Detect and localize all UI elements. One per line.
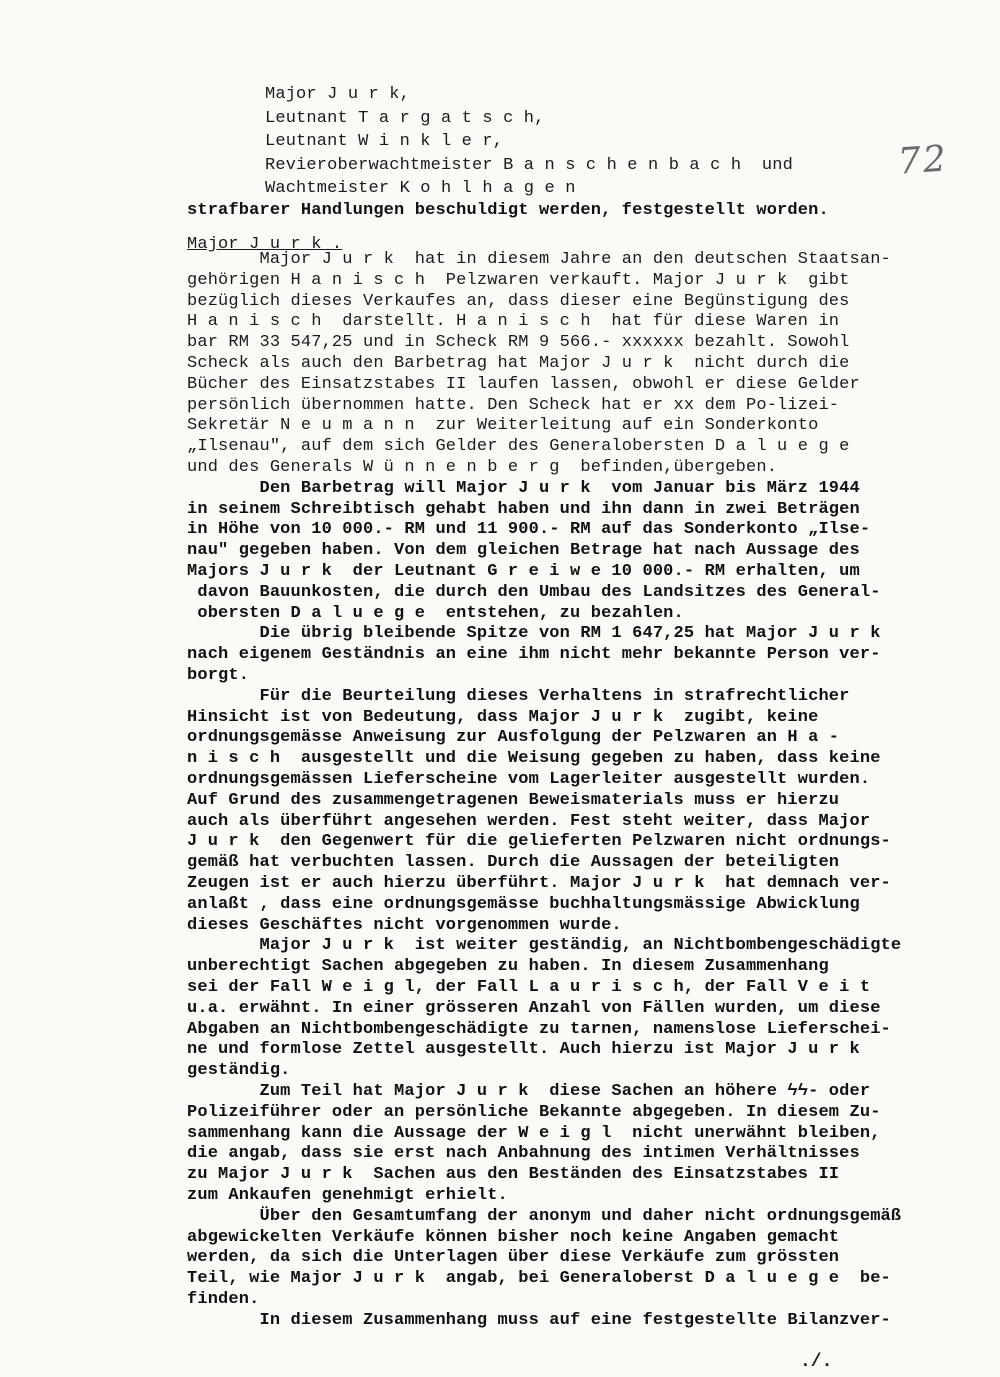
- body-line: u.a. erwähnt. In einer grösseren Anzahl von Fällen wurden, um diese: [187, 998, 881, 1018]
- continuation-mark: ./.: [800, 1352, 833, 1372]
- body-line: Hinsicht ist von Bedeutung, dass Major J u r k zugibt, keine: [187, 707, 819, 727]
- body-line: ordnungsgemässen Lieferscheine vom Lagerleiter ausgestellt wurden.: [187, 770, 871, 789]
- body-line: Abgaben an Nichtbombengeschädigte zu tarnen, namenslose Lieferschei-: [187, 1019, 891, 1039]
- body-line: Teil, wie Major J u r k angab, bei Generaloberst D a l u e g e be-: [187, 1269, 891, 1289]
- body-line: gehörigen H a n i s c h Pelzwaren verkauft. Major J u r k gibt: [187, 270, 850, 290]
- body-line: Bücher des Einsatzstabes II laufen lassen, obwohl er diese Gelder: [187, 374, 860, 394]
- addressee-line: Leutnant T a r g a t s c h,: [265, 108, 545, 128]
- body-line: ne und formlose Zettel ausgestellt. Auch hierzu ist Major J u r k: [187, 1040, 860, 1060]
- body-line: davon Bauunkosten, die durch den Umbau des Landsitzes des General-: [187, 582, 881, 602]
- body-line: werden, da sich die Unterlagen über diese Verkäufe zum grössten: [187, 1248, 840, 1268]
- addressee-line: Leutnant W i n k l e r,: [265, 132, 504, 151]
- body-line: bar RM 33 547,25 und in Scheck RM 9 566.- xxxxxx bezahlt. Sowohl: [187, 333, 850, 353]
- body-line: zum Ankaufen genehmigt erhielt.: [187, 1186, 508, 1205]
- body-line: nach eigenem Geständnis an eine ihm nicht mehr bekannte Person ver-: [187, 645, 881, 665]
- body-line: Die übrig bleibende Spitze von RM 1 647,25 hat Major J u r k: [187, 624, 881, 644]
- body-line: Scheck als auch den Barbetrag hat Major J u r k nicht durch die: [187, 354, 850, 373]
- body-line: Zum Teil hat Major J u r k diese Sachen an höhere ϟϟ- oder: [187, 1082, 871, 1101]
- body-line: in seinem Schreibtisch gehabt haben und ihn dann in zwei Beträgen: [187, 499, 860, 519]
- body-line: J u r k den Gegenwert für die gelieferten Pelzwaren nicht ordnungs-: [187, 832, 891, 852]
- body-line: Auf Grund des zusammengetragenen Beweismaterials muss er hierzu: [187, 790, 840, 810]
- addressee-line: Major J u r k,: [265, 85, 410, 104]
- body-line: borgt.: [187, 666, 250, 685]
- body-line: anlaßt , dass eine ordnungsgemässe buchhaltungsmässige Abwicklung: [187, 894, 860, 914]
- body-line: Majors J u r k der Leutnant G r e i w e 10 000.- RM erhalten, um: [187, 562, 860, 581]
- body-line: obersten D a l u e g e entstehen, zu bezahlen.: [187, 603, 684, 623]
- intro-line: strafbarer Handlungen beschuldigt werden, festgestellt worden.: [187, 201, 829, 220]
- body-line: Polizeiführer oder an persönliche Bekannte abgegeben. In diesem Zu-: [187, 1102, 881, 1122]
- body-line: sei der Fall W e i g l, der Fall L a u r i s c h, der Fall V e i t: [187, 978, 871, 997]
- body-line: in Höhe von 10 000.- RM und 11 900.- RM auf das Sonderkonto „Ilse-: [187, 520, 871, 540]
- body-line: geständig.: [187, 1061, 291, 1081]
- body-line: finden.: [187, 1290, 260, 1309]
- body-line: unberechtigt Sachen abgegeben zu haben. In diesem Zusammenhang: [187, 957, 829, 977]
- body-line: In diesem Zusammenhang muss auf eine festgestellte Bilanzver-: [187, 1310, 891, 1330]
- body-line: dieses Geschäftes nicht vorgenommen wurde.: [187, 915, 622, 935]
- body-line: auch als überführt angesehen werden. Fest steht weiter, dass Major: [187, 811, 871, 831]
- body-line: ordnungsgemässe Anweisung zur Ausfolgung der Pelzwaren an H a -: [187, 728, 840, 748]
- body-line: sammenhang kann die Aussage der W e i g l nicht unerwähnt bleiben,: [187, 1123, 881, 1143]
- body-line: Major J u r k hat in diesem Jahre an den deutschen Staatsan-: [187, 250, 891, 269]
- section-heading: Major J u r k .: [187, 235, 343, 254]
- body-line: Sekretär N e u m a n n zur Weiterleitung auf ein Sonderkonto: [187, 416, 819, 436]
- body-line: nau" gegeben haben. Von dem gleichen Betrage hat nach Aussage des: [187, 541, 860, 561]
- handwritten-page-number: 72: [896, 138, 950, 183]
- body-line: Über den Gesamtumfang der anonym und daher nicht ordnungsgemäß: [187, 1206, 902, 1226]
- addressee-line: Wachtmeister K o h l h a g e n: [265, 179, 576, 198]
- body-line: die angab, dass sie erst nach Anbahnung des intimen Verhältnisses: [187, 1144, 860, 1164]
- body-line: und des Generals W ü n n e n b e r g befinden,übergeben.: [187, 458, 778, 477]
- body-line: H a n i s c h darstellt. H a n i s c h hat für diese Waren in: [187, 312, 840, 332]
- body-line: abgewickelten Verkäufe können bisher noch keine Angaben gemacht: [187, 1227, 840, 1247]
- body-line: zu Major J u r k Sachen aus den Beständen des Einsatzstabes II: [187, 1165, 840, 1185]
- body-line: n i s c h ausgestellt und die Weisung gegeben zu haben, dass keine: [187, 749, 881, 769]
- body-line: gemäß hat verbuchten lassen. Durch die Aussagen der beteiligten: [187, 853, 840, 873]
- body-line: „Ilsenau", auf dem sich Gelder des Generalobersten D a l u e g e: [187, 437, 850, 457]
- body-line: Major J u r k ist weiter geständig, an Nichtbombengeschädigte: [187, 936, 902, 956]
- body-line: Für die Beurteilung dieses Verhaltens in strafrechtlicher: [187, 686, 850, 706]
- body-line: bezüglich dieses Verkaufes an, dass dieser eine Begünstigung des: [187, 291, 850, 311]
- body-line: Den Barbetrag will Major J u r k vom Januar bis März 1944: [187, 478, 860, 498]
- addressee-line: Revieroberwachtmeister B a n s c h e n b a c h und: [265, 155, 793, 175]
- body-line: persönlich übernommen hatte. Den Scheck hat er xx dem Po-lizei-: [187, 395, 840, 415]
- body-line: Zeugen ist er auch hierzu überführt. Major J u r k hat demnach ver-: [187, 874, 891, 893]
